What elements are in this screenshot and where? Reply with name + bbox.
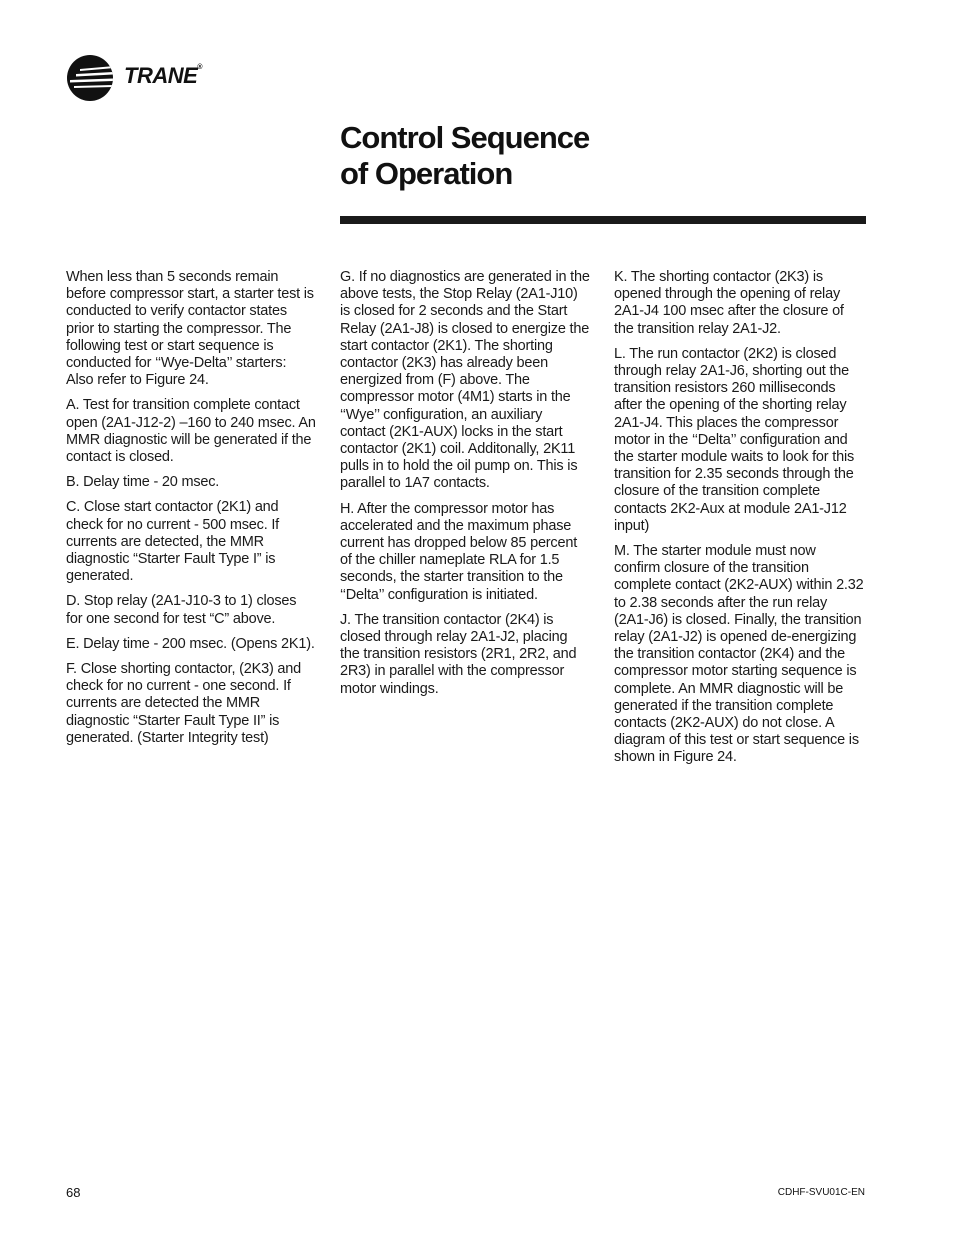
trane-logo-icon bbox=[66, 54, 114, 102]
paragraph-step-d: D. Stop relay (2A1-J10-3 to 1) closes for one second for test “C” above. bbox=[66, 593, 297, 627]
paragraph-step-c: C. Close start contactor (2K1) and check for no current - 500 msec. If currents are detected, the MMR diagnostic “Starter Fault Type I” is generated. bbox=[66, 499, 280, 585]
document-code: CDHF-SVU01C-EN bbox=[777, 1187, 865, 1198]
paragraph-intro: When less than 5 seconds remain before compressor start, a starter test is conducted to verify contactor states prior to starting the compressor. The following test or start sequence is conducted for ‘‘Wye-Delta’’ starters: Also refer to Figure 24. bbox=[66, 269, 314, 389]
paragraph-step-b: B. Delay time - 20 msec. bbox=[66, 474, 220, 491]
page-title bbox=[340, 120, 860, 192]
page-number: 68 bbox=[66, 1185, 81, 1200]
text-column-3 bbox=[614, 269, 864, 775]
paragraph-step-k: K. The shorting contactor (2K3) is opened through the opening of relay 2A1-J4 100 msec after the closure of the transition relay 2A1-J2. bbox=[614, 269, 844, 337]
brand-wordmark: TRANE® bbox=[124, 63, 202, 88]
paragraph-step-j: J. The transition contactor (2K4) is closed through relay 2A1-J2, placing the transition resistors (2R1, 2R2, and 2R3) in parallel with the compressor motor windings. bbox=[340, 611, 577, 697]
page-title-line-2: of Operation bbox=[340, 156, 513, 191]
paragraph-step-a: A. Test for transition complete contact open (2A1-J12-2) –160 to 240 msec. An MMR diagnostic will be generated if the contact is closed. bbox=[66, 397, 316, 466]
paragraph-step-h: H. After the compressor motor has accelerated and the maximum phase current has dropped below 85 percent of the chiller nameplate RLA for 1.5 seconds, the starter transition to the ‘‘Delta’’ configuration is initiated. bbox=[340, 500, 578, 603]
paragraph-step-m: M. The starter module must now confirm closure of the transition complete contact (2K2-AUX) within 2.32 to 2.38 seconds after the run relay (2A1-J6) is closed. Finally, the transition relay (2A1-J2) is opened de-energizing the transition contactor (2K4) and the compressor motor starting sequence is complete. An MMR diagnostic will be generated if the transition complete contacts (2K2-AUX) do not close. A diagram of this test or start sequence is shown in Figure 24. bbox=[614, 543, 864, 766]
paragraph-step-g: G. If no diagnostics are generated in the above tests, the Stop Relay (2A1-J10) is closed for 2 seconds and the Start Relay (2A1-J8) is closed to energize the start contactor (2K1). The shorting contactor (2K3) has already been energized from (F) above. The compressor motor (4M1) starts in the ‘‘Wye’’ configuration, an auxiliary contact (2K1-AUX) locks in the start contactor (2K1) coil. Additonally, 2K11 pulls in to hold the oil pump on. This is parallel to 1A7 contacts. bbox=[340, 269, 590, 492]
paragraph-step-l: L. The run contactor (2K2) is closed through relay 2A1-J6, shorting out the transition resistors 260 milliseconds after the opening of the shorting relay 2A1-J4. This places the compressor motor in the ‘‘Delta’’ configuration and the starter module waits to look for this transition for 2.35 seconds through the closure of the transition complete contacts 2K2-Aux at module 2A1-J12 input) bbox=[614, 345, 855, 534]
paragraph-step-f: F. Close shorting contactor, (2K3) and check for no current - one second. If currents are detected the MMR diagnostic “Starter Fault Type II” is generated. (Starter Integrity test) bbox=[66, 661, 301, 746]
title-rule bbox=[340, 216, 866, 224]
text-column-1 bbox=[66, 269, 316, 755]
trane-logo bbox=[66, 54, 216, 102]
text-column-2 bbox=[340, 269, 590, 706]
page-title-line-1: Control Sequence bbox=[340, 120, 590, 155]
paragraph-step-e: E. Delay time - 200 msec. (Opens 2K1). bbox=[66, 635, 315, 652]
